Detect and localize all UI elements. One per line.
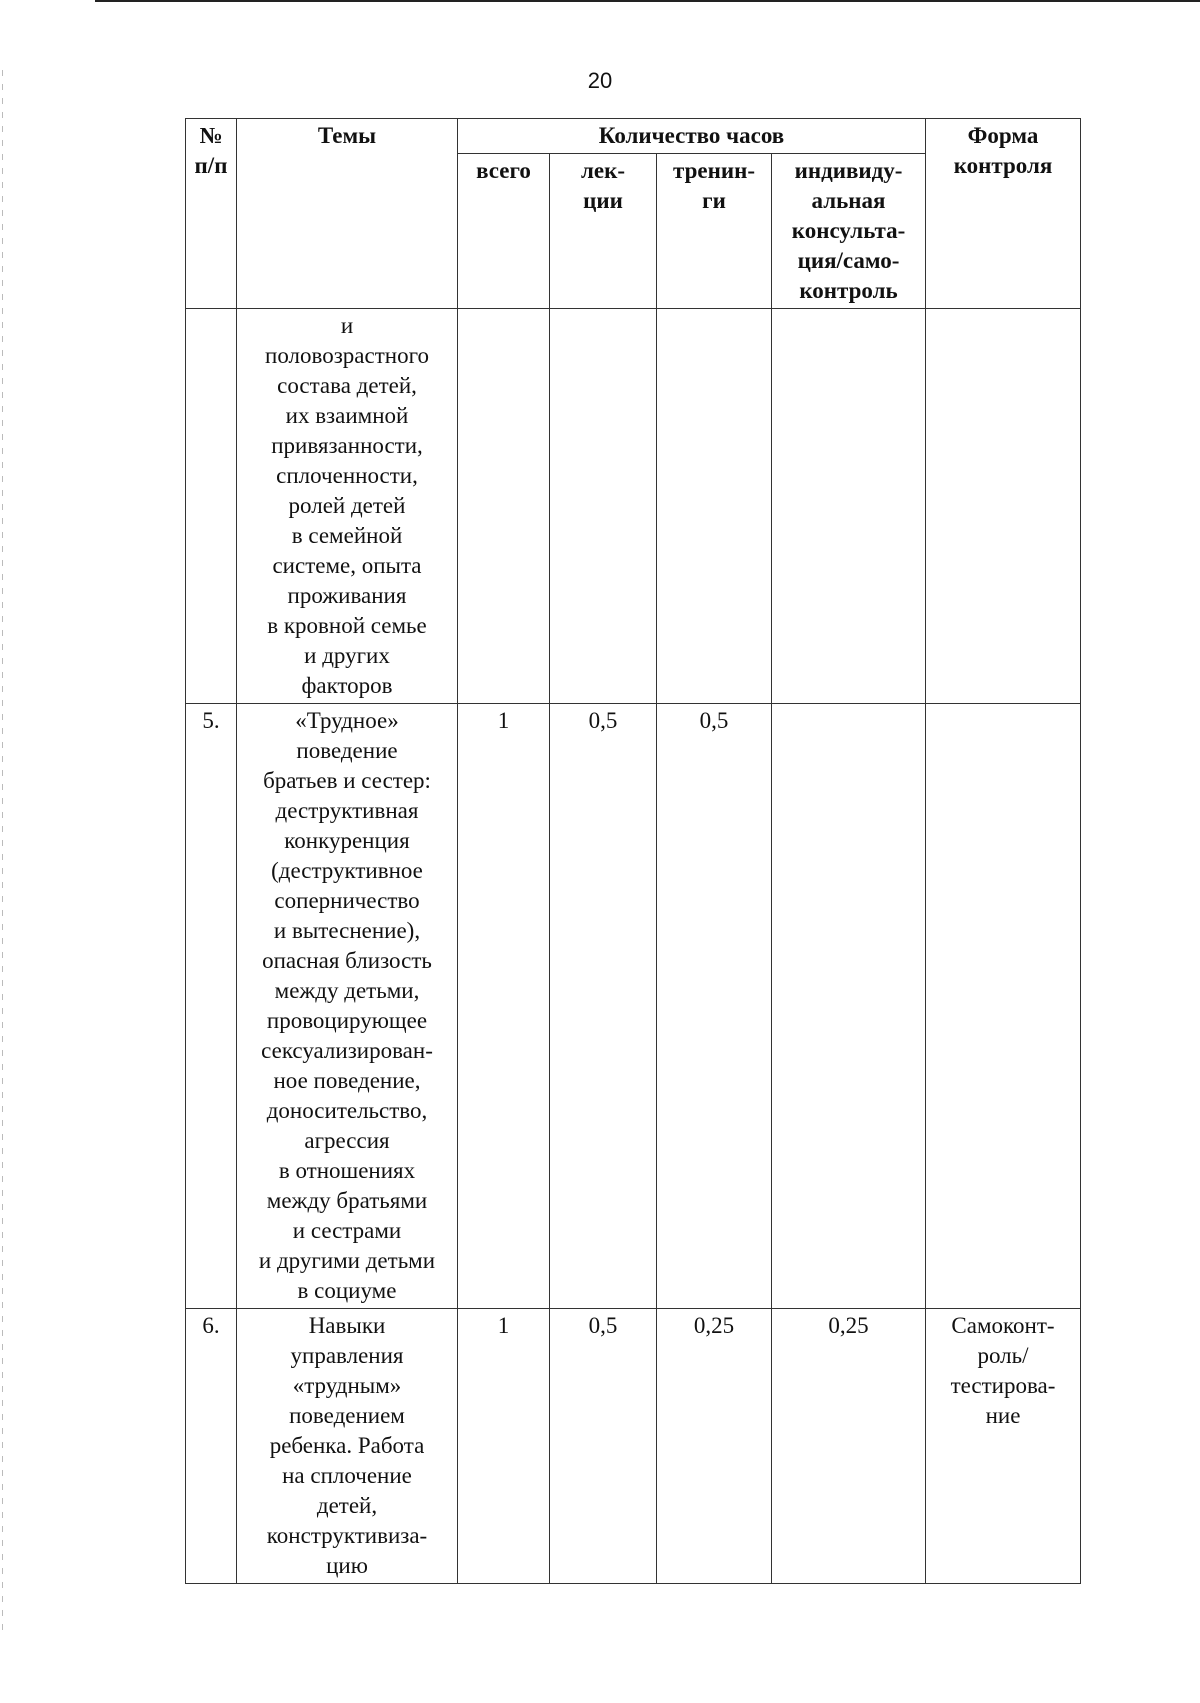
total-hours-cell bbox=[458, 309, 550, 704]
page-number: 20 bbox=[587, 68, 613, 93]
lecture-hours-cell bbox=[550, 309, 657, 704]
theme-cell: «Трудное» поведение братьев и сестер: деструктивная конкуренция (деструктивное соперничество и вытеснение), опасная близость между детьми, провоцирующее сексуализирован- ное поведение, доносительство, агрессия в отношениях между братьями и сестрами и другими детьми в социуме bbox=[237, 704, 458, 1309]
table-body bbox=[186, 309, 1081, 1584]
individual-hours-cell bbox=[772, 704, 926, 1309]
header-individual: индивиду- альная консульта- ция/само- контроль bbox=[772, 154, 926, 309]
table-row bbox=[186, 1309, 1081, 1584]
scan-edge-left bbox=[2, 70, 3, 1630]
header-control-form: Форма контроля bbox=[926, 119, 1081, 309]
row-number-cell: 5. bbox=[186, 704, 237, 1309]
header-number: № п/п bbox=[186, 119, 237, 309]
table-row bbox=[186, 309, 1081, 704]
control-form-cell: Самоконт- роль/ тестирова- ние bbox=[926, 1309, 1081, 1584]
training-hours-cell: 0,25 bbox=[657, 1309, 772, 1584]
control-form-cell bbox=[926, 704, 1081, 1309]
row-number-cell bbox=[186, 309, 237, 704]
control-form-cell bbox=[926, 309, 1081, 704]
training-hours-cell bbox=[657, 309, 772, 704]
scan-edge-top bbox=[95, 0, 1200, 2]
lecture-hours-cell: 0,5 bbox=[550, 1309, 657, 1584]
individual-hours-cell bbox=[772, 309, 926, 704]
header-hours-group: Количество часов bbox=[458, 119, 926, 154]
header-total: всего bbox=[458, 154, 550, 309]
header-lectures: лек- ции bbox=[550, 154, 657, 309]
table-row bbox=[186, 704, 1081, 1309]
theme-cell: и половозрастного состава детей, их взаимной привязанности, сплоченности, ролей детей в семейной системе, опыта проживания в кровной семье и других факторов bbox=[237, 309, 458, 704]
header-themes: Темы bbox=[237, 119, 458, 309]
hours-table bbox=[185, 118, 1081, 1584]
total-hours-cell: 1 bbox=[458, 704, 550, 1309]
training-hours-cell: 0,5 bbox=[657, 704, 772, 1309]
lecture-hours-cell: 0,5 bbox=[550, 704, 657, 1309]
individual-hours-cell: 0,25 bbox=[772, 1309, 926, 1584]
total-hours-cell: 1 bbox=[458, 1309, 550, 1584]
header-trainings: тренин- ги bbox=[657, 154, 772, 309]
theme-cell: Навыки управления «трудным» поведением ребенка. Работа на сплочение детей, конструктивиза- цию bbox=[237, 1309, 458, 1584]
row-number-cell: 6. bbox=[186, 1309, 237, 1584]
